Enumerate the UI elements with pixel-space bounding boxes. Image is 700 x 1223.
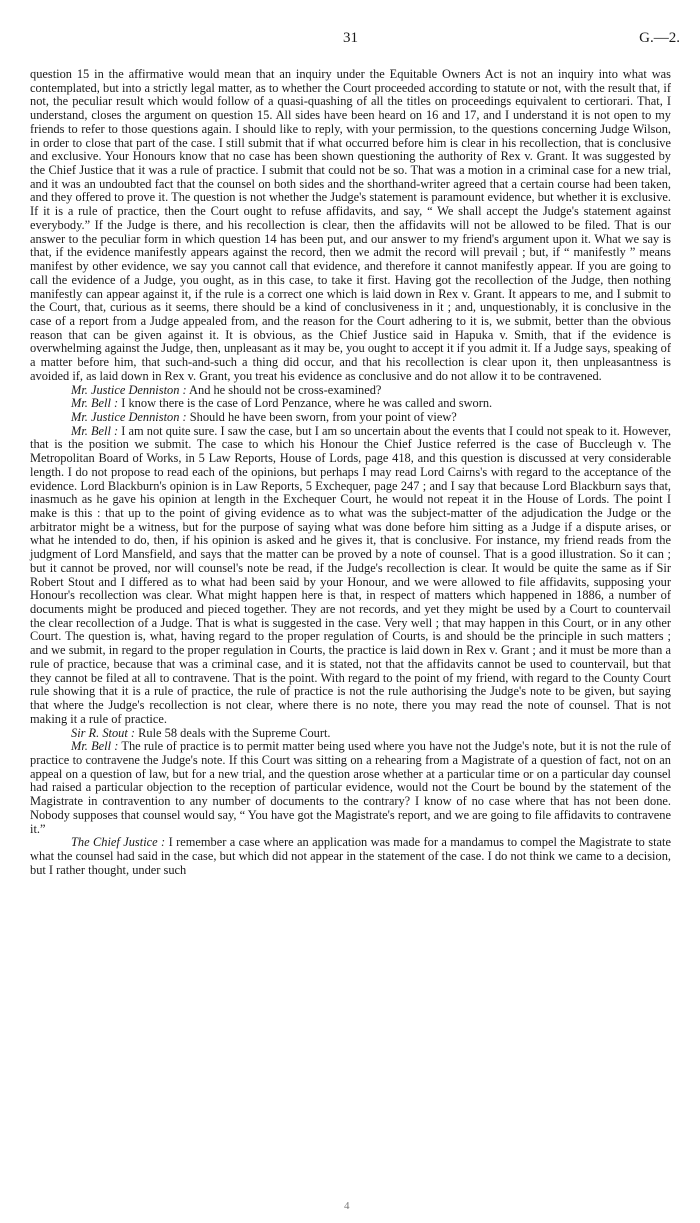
paragraph-text: I know there is the case of Lord Penzance, where he was called and sworn. (121, 396, 493, 411)
paragraph (30, 740, 671, 836)
paragraph-text: question 15 in the affirmative would mean that an inquiry under the Equitable Owners Act is not an inquiry into what was contemplated, but into a strictly legal matter, as to whether the Court proceeded according to statute or not, with the result that, if not, the peculiar result which would follow of a quasi-quashing of all the titles on proceedings equivalent to certiorari. That, I understand, closes the argument on question 15. All sides have been heard on 16 and 17, and I understand it is not open to my friends to refer to those questions again. I should like to reply, with your permission, to the questions concerning Judge Wilson, in order to close that part of the case. I still submit that if what occurred before him is clear in his recollection, that is conclusive and exclusive. Your Honours know that no case has been shown questioning the authority of Rex v. Grant. It was suggested by the Chief Justice that it was a rule of practice. I submit that could not be so. That was a motion in a criminal case for a new trial, and it was an undoubted fact that the counsel on both sides and the shorthand-writer agreed that a certain course had been taken, and they offered to prove it. The question is not whether the Judge's statement is paramount evidence, but whether it is exclusive. If it is a rule of practice, then the Court ought to refuse affidavits, and say, “ We shall accept the Judge's statement against everybody.” If the Judge is there, and his recollection is clear, then the affidavits will not be allowed to be filed. That is our answer to the peculiar form in which question 14 has been put, and our answer to my friend's argument upon it. What we say is that, if the evidence manifestly appears against the record, then we admit the record will prevail ; but, if “ manifestly ” means manifest by other evidence, we say you cannot call that evidence, and therefore it cannot manifestly appear. If you are going to call the evidence of a Judge, you ought, as in this case, to take it first. Having got the recollection of the Judge, then nothing manifestly can appear against it, if the rule is a correct one which is laid down in Rex v. Grant. It appears to me, and I submit to the Court, that, curious as it seems, there should be a kind of conclusiveness in it ; and, unquestionably, it is conclusive in the case of a report from a Judge appealed from, and the reason for the Court adhering to it is, we submit, better than the obvious reason that can be given against it. It is obvious, as the Chief Justice said in Hapuka v. Smith, that if the evidence is overwhelming against the Judge, then, unpleasant as it may be, you ought to accept it if you admit it. If a Judge says, speaking of a matter before him, that such-and-such a thing did occur, and that his recollection is clear upon it, then unpleasantness is avoided if, as laid down in Rex v. Grant, you treat his evidence as conclusive and do not allow it to be contravened. (30, 67, 671, 383)
signature-mark: 4 (344, 1200, 350, 1212)
paragraph (30, 384, 671, 398)
paragraph (30, 425, 671, 727)
paragraph-text: And he should not be cross-examined? (189, 382, 382, 397)
paragraph (30, 836, 671, 877)
speaker-name: Mr. Justice Denniston : (71, 409, 187, 424)
paragraph (30, 68, 671, 384)
page-number: 31 (343, 30, 358, 46)
speaker-name: Mr. Justice Denniston : (71, 382, 187, 397)
paragraph (30, 727, 671, 741)
speaker-name: Sir R. Stout : (71, 725, 136, 740)
speaker-name: The Chief Justice : (71, 835, 166, 850)
paragraph-text: Rule 58 deals with the Supreme Court. (138, 725, 331, 740)
speaker-name: Mr. Bell : (71, 396, 119, 411)
transcript-body (30, 68, 671, 877)
paragraph (30, 411, 671, 425)
page-header (0, 30, 700, 50)
paragraph-text: Should he have been sworn, from your point of view? (189, 409, 457, 424)
paragraph (30, 397, 671, 411)
paragraph-text: I am not quite sure. I saw the case, but I am so uncertain about the events that I could not speak to it. However, that is the position we submit. The case to which his Honour the Chief Justice referred is the case of Buccleugh v. The Metropolitan Board of Works, in 5 Law Reports, House of Lords, page 418, and this question is discussed at very considerable length. I do not propose to read each of the opinions, but perhaps I may read Lord Cairns's with regard to the acceptance of the evidence. Lord Blackburn's opinion is in Law Reports, 5 Exchequer, page 247 ; and I say that because Lord Blackburn says that, inasmuch as he gave his opinion at length in the Exchequer Court, he would not repeat it in the House of Lords. The point I make is this : that up to the point of giving evidence as to what was the subject-matter of the adjudication the Judge or the arbitrator might be a witness, but for the purpose of saying what was done before him sitting as a Judge if a dispute arises, or what he intended to do, then, if his opinion is asked and he gives it, that is conclusive. For instance, my friend reads from the judgment of Lord Mansfield, and says that the matter can be proved by a note of counsel. That is a good illustration. So it can ; but it cannot be proved, nor will counsel's note be read, if the Judge's recollection is clear. It would be quite the same as if Sir Robert Stout and I differed as to what had been said by your Honour, and we were allowed to file affidavits, supposing your Honour's recollection was clear. What might happen here is that, in respect of matters which happened in 1886, a number of documents might be produced and pieced together. They are not records, and yet they might be used by a Court to countervail the clear recollection of a Judge. That is what is suggested in the case. Very well ; that may happen in this Court, or in any other Court. The question is, what, having regard to the proper regulation of Courts, is and should be the principle in such matters ; and we submit, in regard to the proper regulation in Courts, the practice is laid down in Rex v. Grant ; and it must be more than a rule of practice, because that was a criminal case, and it is stated, not that the affidavits cannot be used to countervail, but that they cannot be filed at all to contravene. That is the point. With regard to the point of my friend, with regard to the County Court rule showing that it is a rule of practice, the rule of practice is not the rule authorising the Judge's note to be given, but saying that where the Judge's recollection is not clear, where there is no note, there you may read the note of counsel. That is not making it a rule of practice. (30, 423, 671, 726)
speaker-name: Mr. Bell : (71, 423, 119, 438)
speaker-name: Mr. Bell : (71, 739, 119, 754)
paragraph-text: I remember a case where an application was made for a mandamus to compel the Magistrate to state what the counsel had said in the case, but which did not appear in the statement of the case. I do not think we came to a decision, but I rather thought, under such (30, 835, 671, 877)
paragraph-text: The rule of practice is to permit matter being used where you have not the Judge's note, but it is not the rule of practice to contravene the Judge's note. If this Court was sitting on a rehearing from a Magistrate of a question of fact, not on an appeal on a question of law, but for a new trial, and the question arose whether at a particular time or on a particular day counsel had raised a particular objection to the reception of particular evidence, would not the Court be bound by the statement of the Magistrate in contravention to any number of documents to the contrary? I know of no case where that has not been done. Nobody supposes that counsel would say, “ You have got the Magistrate's report, and we are going to file affidavits to contravene it.” (30, 739, 671, 836)
document-reference: G.—2. (639, 30, 680, 46)
